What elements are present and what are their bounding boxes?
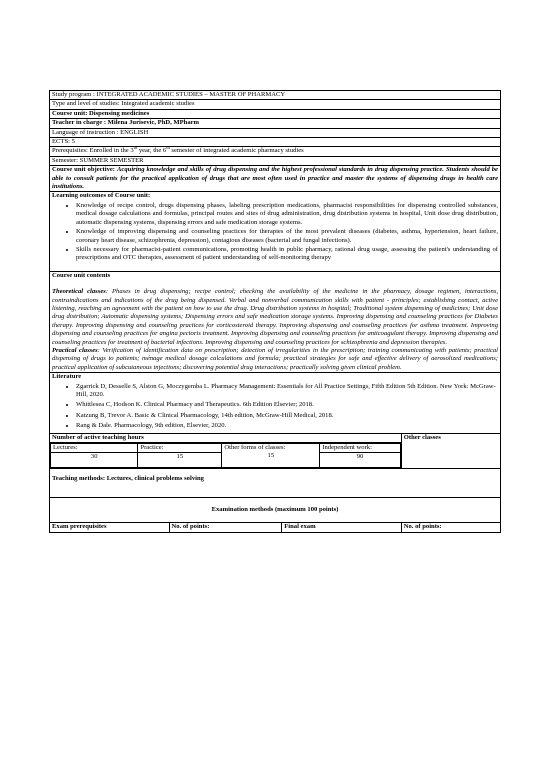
list-item: • Skills necessary for pharmacist-patient communications, promoting health in public pharmacy, rational drug usage, assessing the patient's understanding of prescriptions and OTC therapies, assessment of patient understanding of self-monitoring therapy: [76, 246, 498, 263]
final-points-header: No. of points:: [401, 523, 500, 532]
learning-outcomes-list: [52, 202, 498, 263]
practice-value: 15: [138, 453, 222, 468]
final-exam-header: Final exam: [282, 523, 402, 532]
objective-row: Course unit objective: Acquiring knowledge and skills of drug dispensing and the highest professional standards in drug dispensing practice. Students should be able to consult patients for the practical application of drugs that are most often used in practice and master the systems of dispensing drugs in health care institutions.: [50, 166, 501, 192]
prerequisites-row: Prerequisites: Enrolled in the 3th year, the 6th semester of integrated academic pharmacy studies: [50, 147, 501, 156]
course-specification: [49, 90, 501, 533]
course-contents-label: Course unit contents: [52, 271, 111, 279]
teaching-hours-label: Number of active teaching hours: [50, 433, 402, 442]
study-program-row: Study program : INTEGRATED ACADEMIC STUDIES – MASTER OF PHARMACY: [50, 91, 501, 100]
other-forms-header: Other forms of classes: 15: [222, 444, 320, 468]
learning-outcomes-row: [50, 192, 501, 271]
other-classes-label: Other classes: [401, 433, 500, 469]
exam-prerequisites-header: Exam prerequisites: [50, 523, 170, 532]
independent-value: 90: [320, 453, 400, 468]
learning-outcomes-label: Learning outcomes of Course unit:: [52, 192, 151, 200]
literature-label: Literature: [52, 373, 82, 381]
semester-row: Semester: SUMMER SEMESTER: [50, 156, 501, 165]
literature-list: [52, 383, 498, 431]
list-item: • Knowledge of improving dispensing and counseling practices for therapies of the most prevalent diseases (diabetes, asthma, hypertension, heart failure, coronary heart disease, schizophrenia, depression), contagious diseases (bacterial and fungal infections).: [76, 228, 498, 245]
language-row: Language of instruction : ENGLISH: [50, 128, 501, 137]
list-item: • Knowledge of recipe control, drugs dispensing phases, labeling prescription medications, pharmacist responsibilities for dispensing controlled substances, medical dosage calculations and formulas, principal routes and sites of drug administration, drug distribution systems in hospital, Unit dose drug distribution, automatic dispensing systems, dispensing errors and safe medication storage systems.: [76, 202, 498, 227]
teaching-hours-table: [50, 443, 401, 468]
practical-classes: Practical classes: Verification of identification data on prescription; detection of irregularities in the prescription; training communicating with patients; practical dispensing of drugs to patients; ménage medical dosage calculations and formula; practical strategies for safe and effective delivery of aerosolized medications; practical application of subcutaneous injections; discovering potential drug interactions; practically solving given clinical problem.: [52, 346, 498, 371]
teacher-row: Teacher in charge : Milena Jurisevic, PhD, MPharm: [50, 119, 501, 128]
list-item: • Zgarrick D, Desselle S, Alston G, Moczygemba L. Pharmacy Management: Essentials for All Practice Settings, Fifth Edition 5th Edition. New York: McGraw-Hill, 2020.: [76, 383, 498, 400]
list-item: • Katzung B, Trevor A. Basic & Clinical Pharmacology, 14th edition, McGraw-Hill Medical, 2018.: [76, 412, 498, 420]
independent-header: Independent work:: [320, 444, 400, 453]
teaching-methods-row: Teaching methods: Lectures, clinical problems solving: [50, 469, 501, 498]
lectures-value: 30: [51, 453, 138, 468]
prereq-points-header: No. of points:: [169, 523, 282, 532]
list-item: • Whittlesea C, Hodson K. Clinical Pharmacy and Therapeutics. 6th Edition Elsevier; 2018.: [76, 401, 498, 409]
literature-row: [50, 373, 501, 433]
examination-title: Examination methods (maximum 100 points): [50, 498, 501, 523]
course-table: [49, 90, 501, 533]
course-unit-row: Course unit: Dispensing medicines: [50, 109, 501, 118]
teaching-hours-cell: [50, 443, 402, 469]
type-level-row: Type and level of studies: Integrated academic studies: [50, 100, 501, 109]
lectures-header: Lectures:: [51, 444, 138, 453]
theoretical-classes: Theoretical classes: Phases in drug dispensing; recipe control; checking the availability of the medicine in the pharmacy, dosage regimen, interactions, contraindications and indications of the drug being dispensed. Verbal and nonverbal communication skills with patient - principles; establishing contact, active listening, reaching an agreement with the patient on how to use the drug. Drug distribution systems in hospital; Traditional system dispensing of medicines; Unit dose drug distribution; Automatic dispensing systems; Dispensing errors and safe medication storage systems. Improving dispensing and counseling practices for Diabetes therapy. Improving dispensing and counseling practices for corticosteroid therapy. Improving dispensing and counseling practices for asthma treatment. Improving dispensing and counseling practices for angina pectoris treatment. Improving dispensing and counseling practices for anticoagulant therapy. Improving dispensing and counseling practices for treatment of bacterial infections. Improving dispensing and counseling practices for schizophrenia and depression therapies.: [52, 288, 498, 346]
course-contents-row: [50, 271, 501, 372]
other-forms-value: 15: [267, 452, 275, 460]
ects-row: ECTS: 5: [50, 138, 501, 147]
practice-header: Practice:: [138, 444, 222, 453]
list-item: • Rang & Dale. Pharmacology, 9th edition, Elsevier, 2020.: [76, 422, 498, 430]
